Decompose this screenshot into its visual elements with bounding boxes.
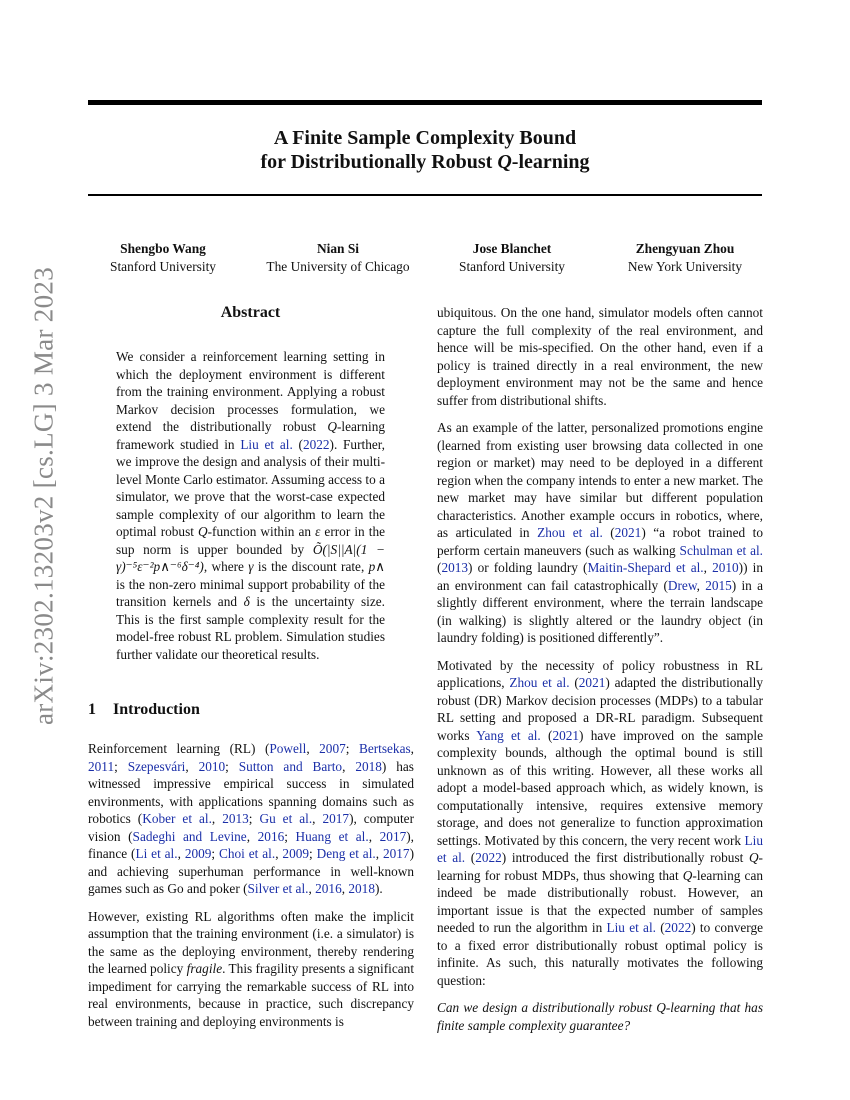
citation-link[interactable]: Maitin-Shepard et al.: [587, 560, 704, 575]
research-question: Can we design a distributionally robust Q-learning that has finite sample complexity guarantee?: [437, 1000, 764, 1033]
section-heading: 1 Introduction: [88, 701, 200, 718]
citation-link[interactable]: 2017: [379, 828, 407, 844]
citation-link[interactable]: 2021: [614, 525, 642, 540]
citation-link[interactable]: 2022: [302, 436, 330, 452]
title-bottom-rule: [88, 194, 762, 196]
intro-paragraph-2: However, existing RL algorithms often make the implicit assumption that the training environment (i.e. a simulator) is the same as the deploying environment, thereby rendering the learned policy fragile. This fragility presents a significant impediment for carrying the remarkable success of RL into real environments, because in practice, such discrepancy between training and deploying environments is: [88, 908, 415, 1029]
title-line-1: A Finite Sample Complexity Bound: [273, 127, 577, 149]
citation-link[interactable]: Li et al.: [135, 846, 178, 861]
citation-link[interactable]: Zhou et al.: [537, 525, 603, 540]
citation-link[interactable]: Liu et al.: [606, 920, 656, 935]
author-affiliation: Stanford University: [110, 259, 216, 274]
abstract-heading: Abstract: [220, 304, 281, 321]
arxiv-stamp: arXiv:2302.13203v2 [cs.LG] 3 Mar 2023: [28, 266, 59, 726]
citation-link[interactable]: Drew: [667, 577, 697, 593]
author-name: Nian Si: [316, 241, 360, 256]
citation-link[interactable]: 2016: [315, 881, 342, 896]
citation-link[interactable]: 2017: [322, 811, 350, 826]
author-name: Zhengyuan Zhou: [635, 241, 735, 256]
author-affiliation: New York University: [627, 259, 743, 274]
citation-link[interactable]: 2015: [705, 577, 732, 593]
citation-link[interactable]: 2022: [664, 920, 692, 935]
paper-title: [88, 126, 762, 174]
author-affiliation: Stanford University: [459, 259, 565, 274]
citation-link[interactable]: 2009: [282, 846, 310, 861]
title-line-2: for Distributionally Robust Q-learning: [260, 151, 590, 173]
intro-paragraph-5: Motivated by the necessity of policy robustness in RL applications, Zhou et al. (2021) adapted the distributionally robust (DR) Markov decision processes (MDPs) to a tabular RL setting and proposed a DR-RL paradigm. Subsequent works Yang et al. (2021) have improved on the sample complexity bounds, although the optimal bound is still unknown as of this writing. However, all these works all adopt a model-based approach which, as widely known, is computationally intensive, requires extensive memory storage, and does not generalize to function approximation settings. Motivated by this concern, the very recent work Liu et al. (2022) introduced the first distributionally robust Q-learning for robust MDPs, thus showing that Q-learning can indeed be made distributionally robust. However, an important issue is that the expected number of samples needed to run the algorithm in Liu et al. (2022) to converge to a fixed error distributionally robust optimal policy is infinite. As such, this naturally motivates the following question:: [437, 657, 763, 988]
author-block: [590, 240, 780, 276]
citation-link[interactable]: Liu et al.: [240, 436, 293, 452]
citation-link[interactable]: 2010: [712, 560, 739, 575]
author-block: [417, 240, 607, 276]
citation-link[interactable]: 2021: [578, 675, 606, 690]
citation-link[interactable]: Kober et al.: [142, 811, 212, 826]
citation-link[interactable]: 2010: [198, 758, 226, 774]
citation-link[interactable]: 2013: [222, 811, 249, 826]
author-block: [243, 240, 433, 276]
author-affiliation: The University of Chicago: [266, 259, 410, 274]
complexity-bound: Õ(|S||A|(1 − γ)⁻⁵ε⁻²p∧⁻⁶δ⁻⁴): [116, 541, 386, 574]
citation-link[interactable]: Choi et al.: [219, 846, 276, 861]
author-name: Jose Blanchet: [472, 241, 552, 256]
title-top-rule: [88, 100, 762, 105]
citation-link[interactable]: Szepesvári: [127, 758, 186, 774]
left-column: [88, 740, 414, 1040]
citation-link[interactable]: Silver et al.: [247, 881, 309, 896]
intro-paragraph-1: Reinforcement learning (RL) (Powell, 2007; Bertsekas, 2011; Szepesvári, 2010; Sutton and Barto, 2018) has witnessed impressive empirical success in simulated environments, with applications spanning domains such as robotics (Kober et al., 2013; Gu et al., 2017), computer vision (Sadeghi and Levine, 2016; Huang et al., 2017), finance (Li et al., 2009; Choi et al., 2009; Deng et al., 2017) and achieving superhuman performance in well-known games such as Go and poker (Silver et al., 2016, 2018).: [88, 741, 414, 896]
citation-link[interactable]: Sutton and Barto: [238, 758, 343, 774]
citation-link[interactable]: Powell: [269, 741, 307, 756]
right-column: [437, 304, 763, 1044]
citation-link[interactable]: 2011: [88, 758, 115, 774]
author-name: Shengbo Wang: [120, 241, 206, 256]
citation-link[interactable]: 2017: [382, 846, 410, 861]
intro-paragraph-4: As an example of the latter, personalized promotions engine (learned from existing user browsing data collected in one region or market) may need to be deployed in a different region when the company intends to enter a new market. The new market may have similar but different population characteristics. Another example occurs in robotics, where, as articulated in Zhou et al. (2021) “a robot trained to perform certain maneuvers (such as walking Schulman et al. (2013) or folding laundry (Maitin-Shepard et al., 2010)) in an environment can fail catastrophically (Drew, 2015) in a slightly different environment, where the terrain landscape (in walking) is slightly altered or the laundry object (in laundry folding) is positioned differently”.: [437, 420, 764, 645]
abstract-text: We consider a reinforcement learning setting in which the deployment environment is different from the training environment. Applying a robust Markov decision processes formulation, we extend the distributionally robust Q-learning framework studied in Liu et al. (2022). Further, we improve the design and analysis of their multi-level Monte Carlo estimator. Assuming access to a simulator, we prove that the worst-case expected sample complexity of our algorithm to learn the optimal robust Q-function within an ε error in the sup norm is upper bounded by Õ(|S||A|(1 − γ)⁻⁵ε⁻²p∧⁻⁶δ⁻⁴), where γ is the discount rate, p∧ is the non-zero minimal support probability of the transition kernels and δ is the uncertainty size. This is the first sample complexity result for the model-free robust RL problem. Simulation studies further validate our theoretical results.: [116, 349, 386, 662]
citation-link[interactable]: Schulman et al.: [679, 542, 763, 558]
citation-link[interactable]: Gu et al.: [259, 811, 313, 826]
citation-link[interactable]: 2009: [184, 846, 212, 861]
citation-link[interactable]: Bertsekas: [358, 741, 411, 756]
intro-paragraph-3: ubiquitous. On the one hand, simulator models often cannot capture the full complexity of the real environment, and hence will be mis-specified. On the other hand, even if a policy is trained directly in a real environment, the new deployment environment may not be the same and hence suffer from distributional shifts.: [437, 305, 763, 408]
citation-link[interactable]: 2018: [348, 881, 375, 896]
citation-link[interactable]: Zhou et al.: [509, 675, 570, 690]
citation-link[interactable]: Liu et al.: [437, 832, 763, 865]
citation-link[interactable]: Sadeghi and Levine: [132, 828, 247, 844]
citation-link[interactable]: 2018: [355, 758, 382, 774]
citation-link[interactable]: Huang et al.: [295, 828, 369, 844]
citation-link[interactable]: Yang et al.: [476, 727, 541, 743]
citation-link[interactable]: Deng et al.: [316, 846, 376, 861]
citation-link[interactable]: 2022: [475, 850, 502, 865]
author-block: [68, 240, 258, 276]
citation-link[interactable]: 2013: [441, 560, 469, 575]
citation-link[interactable]: 2007: [319, 741, 346, 756]
author-list: [88, 240, 762, 280]
citation-link[interactable]: 2016: [257, 828, 285, 844]
citation-link[interactable]: 2021: [552, 727, 580, 743]
